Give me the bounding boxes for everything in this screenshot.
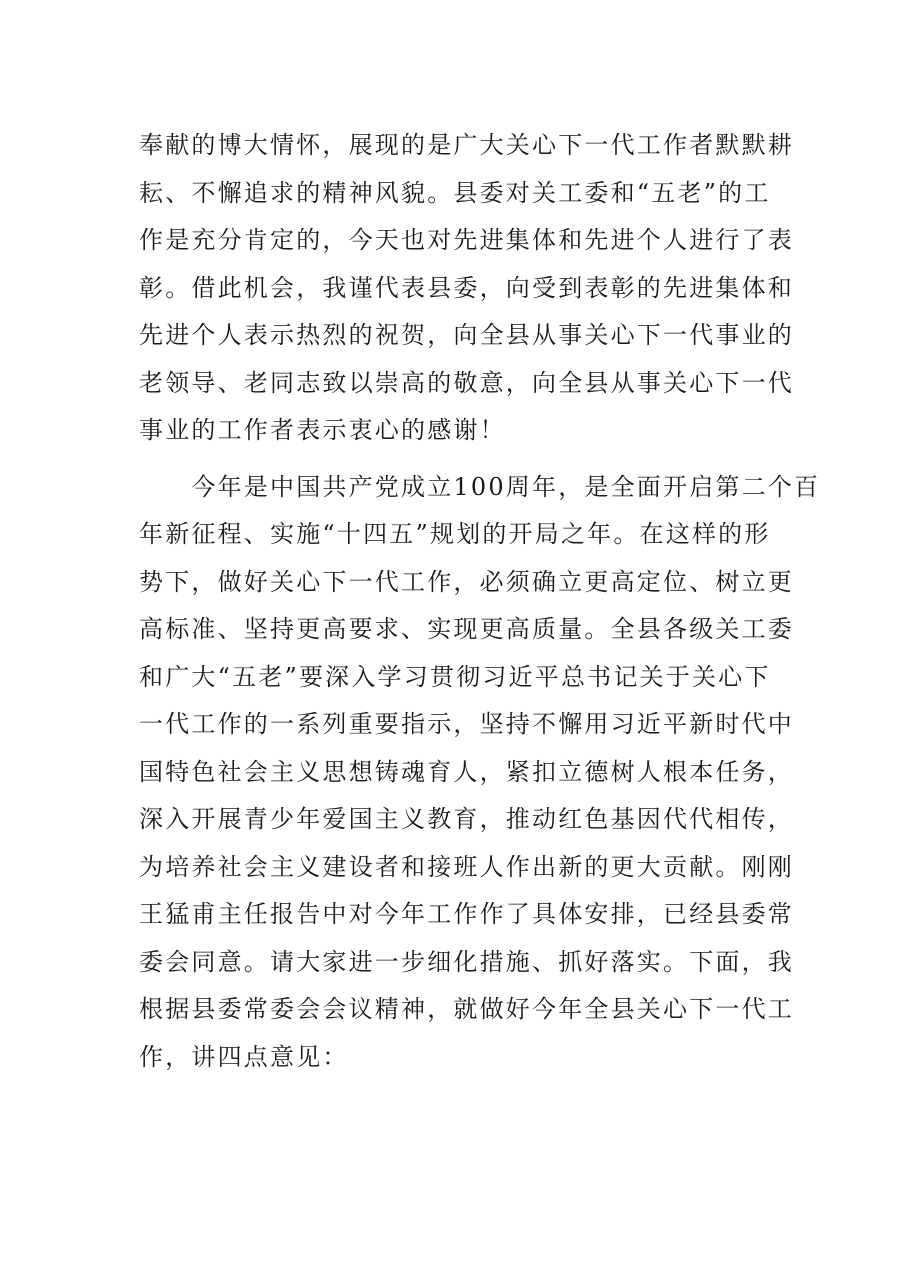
paragraph-2 xyxy=(139,464,821,1082)
text-line: 事业的工作者表示衷心的感谢！ xyxy=(139,416,506,444)
document-body xyxy=(139,122,821,1081)
text-line: 老领导、老同志致以崇高的敬意，向全县从事关心下一代 xyxy=(139,368,794,397)
paragraph-1 xyxy=(139,122,794,455)
text-line: 势下，做好关心下一代工作，必须确立更高定位、树立更 xyxy=(139,567,794,596)
text-line: 彰。借此机会，我谨代表县委，向受到表彰的先进集体和 xyxy=(139,273,794,302)
text-line: 奉献的博大情怀，展现的是广大关心下一代工作者默默耕 xyxy=(139,131,794,159)
text-line: 委会同意。请大家进一步细化措施、抓好落实。下面，我 xyxy=(139,947,794,976)
text-line: 高标准、坚持更高要求、实现更高质量。全县各级关工委 xyxy=(139,615,794,643)
text-line: 今年是中国共产党成立100周年，是全面开启第二个百 xyxy=(139,472,821,501)
text-line: 作，讲四点意见： xyxy=(139,1042,349,1071)
text-line: 和广大“五老”要深入学习贯彻习近平总书记关于关心下 xyxy=(139,662,771,691)
text-line: 一代工作的一系列重要指示，坚持不懈用习近平新时代中 xyxy=(139,710,794,738)
text-line: 根据县委常委会会议精神，就做好今年全县关心下一代工 xyxy=(139,995,794,1023)
text-line: 深入开展青少年爱国主义教育，推动红色基因代代相传， xyxy=(139,805,794,833)
paragraph-gap xyxy=(139,455,779,464)
text-line: 先进个人表示热烈的祝贺，向全县从事关心下一代事业的 xyxy=(139,321,794,349)
text-line: 为培养社会主义建设者和接班人作出新的更大贡献。刚刚 xyxy=(139,852,794,881)
text-line: 年新征程、实施“十四五”规划的开局之年。在这样的形 xyxy=(139,520,771,548)
text-line: 国特色社会主义思想铸魂育人，紧扣立德树人根本任务， xyxy=(139,757,794,786)
text-line: 耘、不懈追求的精神风貌。县委对关工委和“五老”的工 xyxy=(139,178,771,207)
text-line: 王猛甫主任报告中对今年工作作了具体安排，已经县委常 xyxy=(139,900,794,928)
text-line: 作是充分肯定的，今天也对先进集体和先进个人进行了表 xyxy=(139,226,794,254)
